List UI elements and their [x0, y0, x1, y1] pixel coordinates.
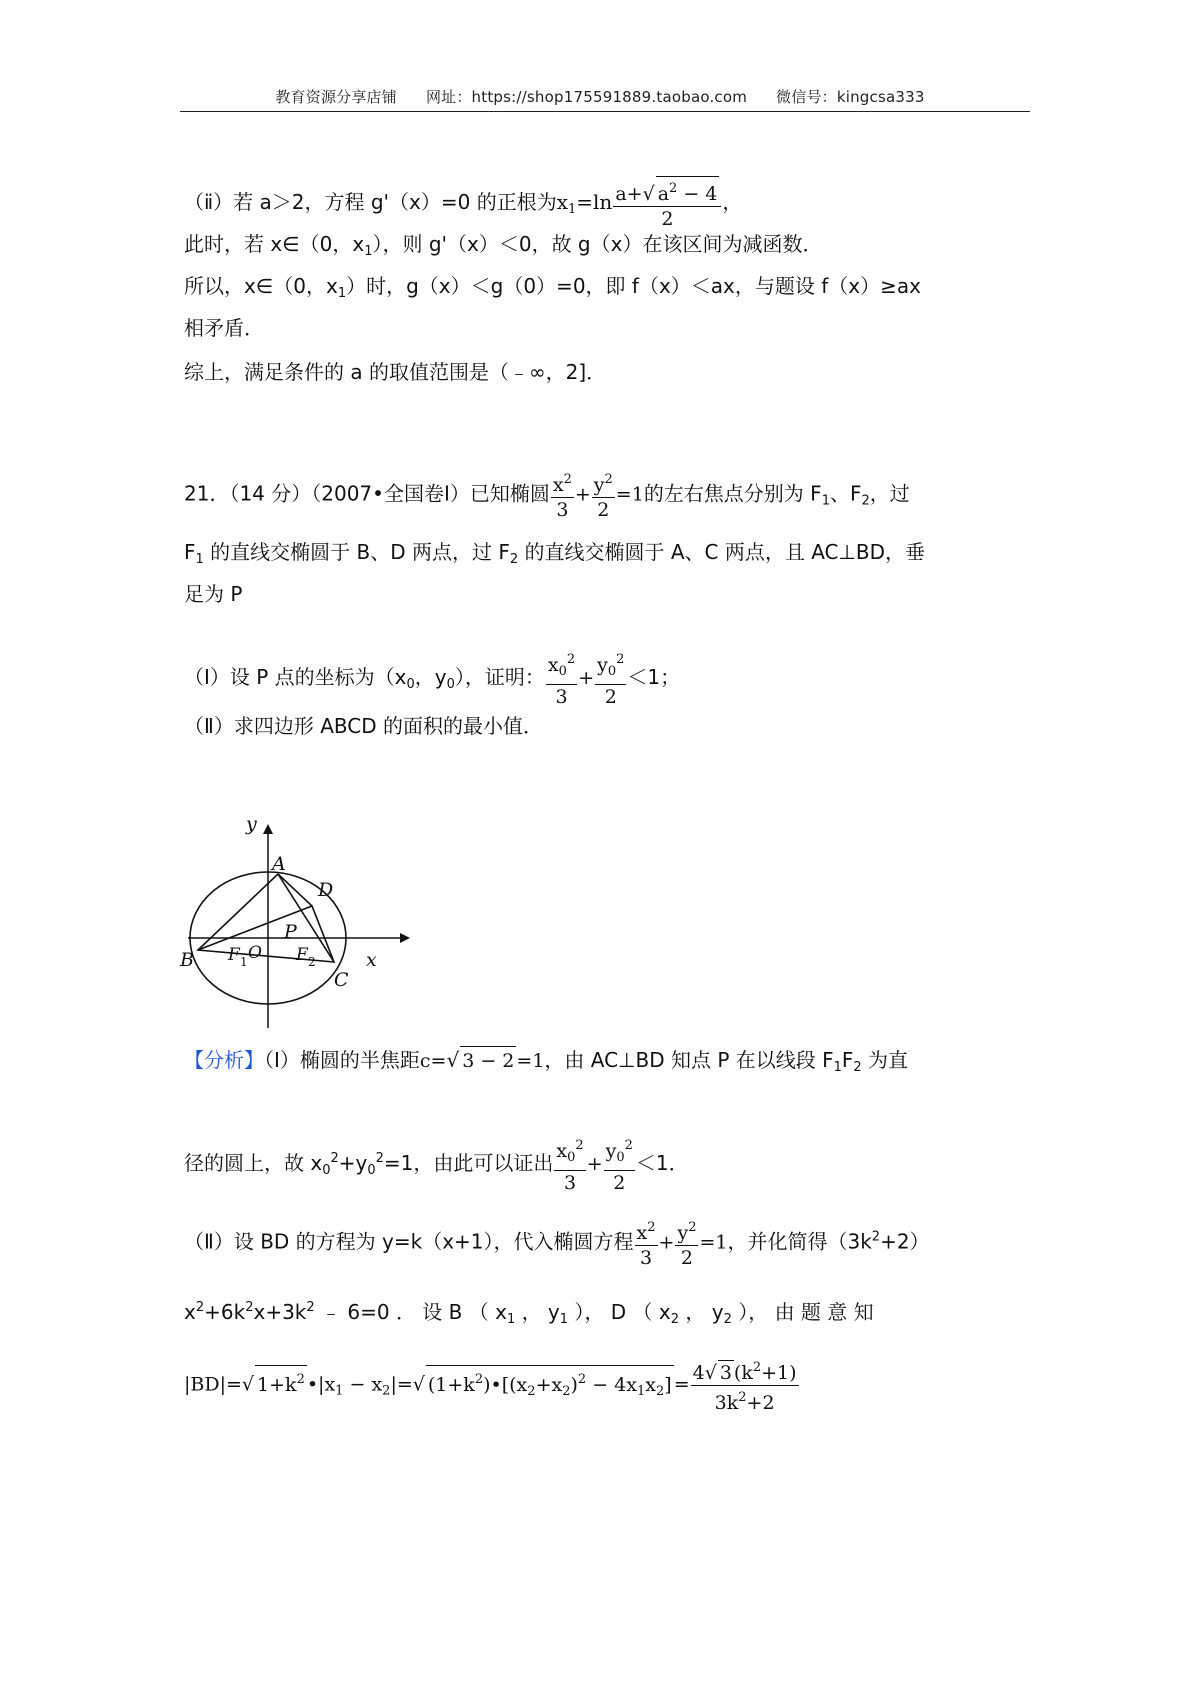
ellipse-x-term: $\frac{x^2}{3}$: [551, 468, 574, 522]
part-ii-line4: 相矛盾．: [184, 316, 264, 340]
problem-21-line2: $F_1$ 的直线交椭圆于 B、D 两点，过 $F_2$ 的直线交椭圆于 A、C 两点，且 AC⊥BD，垂: [184, 540, 926, 567]
question-2: （Ⅱ）求四边形 ABCD 的面积的最小值．: [184, 714, 543, 738]
analysis-line3: （Ⅱ）设 BD 的方程为 y=k（x+1），代入椭圆方程 $\frac{x^2}{3}$ + $\frac{y^2}{2}$ =1，并化简得$(3k^2+2)$: [184, 1216, 930, 1270]
focus-f2: F: [296, 945, 308, 965]
bd-length-formula: |BD|=√ $1+k^2$ $•|x_1 - x_2|=√$ $(1+k^2)•[(x_2+x_2)^2 - 4x_1x_2]$ = $\frac{4√ 3 (k^2+1)}{3k^2+2}$: [184, 1356, 800, 1415]
analysis-line1: 【分析】（Ⅰ）椭圆的半焦距c=√ 3 − 2 =1，由 AC⊥BD 知点 P 在以线段 $F_1F_2$ 为直: [184, 1048, 909, 1075]
point-p: P: [284, 921, 297, 943]
header-wechat: 微信号：kingcsa333: [776, 88, 925, 106]
y-label: y: [246, 813, 257, 835]
x-axis-arrow: [400, 933, 410, 943]
problem-21-line1: 21．（14 分）（2007•全国卷Ⅰ）已知椭圆 $\frac{x^2}{3}$ + $\frac{y^2}{2}$ =1的左右焦点分别为 $F_1$、$F_2$，过: [184, 468, 910, 522]
origin-o: O: [248, 943, 262, 963]
x-label: x: [366, 949, 377, 971]
analysis-tag: 【分析】: [184, 1048, 264, 1072]
header-url: 网址：https://shop175591889.taobao.com: [425, 88, 748, 106]
point-c: C: [334, 969, 349, 991]
ellipse-figure: [180, 808, 418, 1028]
focus-f1: F: [228, 945, 240, 965]
ellipse-y-term: $\frac{y^2}{2}$: [592, 468, 615, 522]
header-shop: 教育资源分享店铺: [275, 88, 397, 106]
point-a: A: [272, 853, 286, 875]
root-formula: $x_1=\ln$ $\frac{a+√ a^2 - 4}{2}$: [557, 176, 723, 231]
page-header: [0, 86, 1200, 107]
point-b: B: [180, 949, 194, 971]
problem-21-line3: 足为 P: [184, 582, 243, 606]
point-d: D: [318, 879, 334, 901]
part-ii-line3: 所以，x∈（0，$x_1$）时，g（x）＜g（0）=0，即 f（x）＜ax，与题设 f（x）≥ax: [184, 274, 921, 301]
focus-f1-sub: 1: [240, 955, 248, 969]
analysis-line4: $x^2+6k^2x+3k^2$ ﹣ 6=0 ． 设 B （ $x_1$ ， $y_1$ ）， D （ $x_2$ ， $y_2$ ）， 由 题 意 知: [184, 1300, 874, 1327]
y-axis-arrow: [263, 824, 273, 834]
focus-f2-sub: 2: [308, 955, 316, 969]
part-ii-conclusion: 综上，满足条件的 a 的取值范围是（﹣∞，2]．: [184, 360, 607, 384]
part-ii-line2: 此时，若 x∈（0，$x_1$），则 g'（x）＜0，故 g（x）在该区间为减函数．: [184, 232, 823, 259]
question-1: （Ⅰ）设 P 点的坐标为（$x_0$，$y_0$），证明： $\frac{x_0^2}{3}$ + $\frac{y_0^2}{2}$ ＜1；: [184, 648, 680, 709]
header-rule: [180, 111, 1030, 112]
analysis-line2: 径的圆上，故 $x_0^2+y_0^2=1$，由此可以证出 $\frac{x_0^2}{3}$ + $\frac{y_0^2}{2}$ ＜1．: [184, 1134, 689, 1195]
part-ii-line1: （ⅱ）若 a＞2，方程 g'（x）=0 的正根为$x_1=\ln$ $\frac{a+√ a^2 - 4}{2}$ ，: [184, 176, 742, 231]
